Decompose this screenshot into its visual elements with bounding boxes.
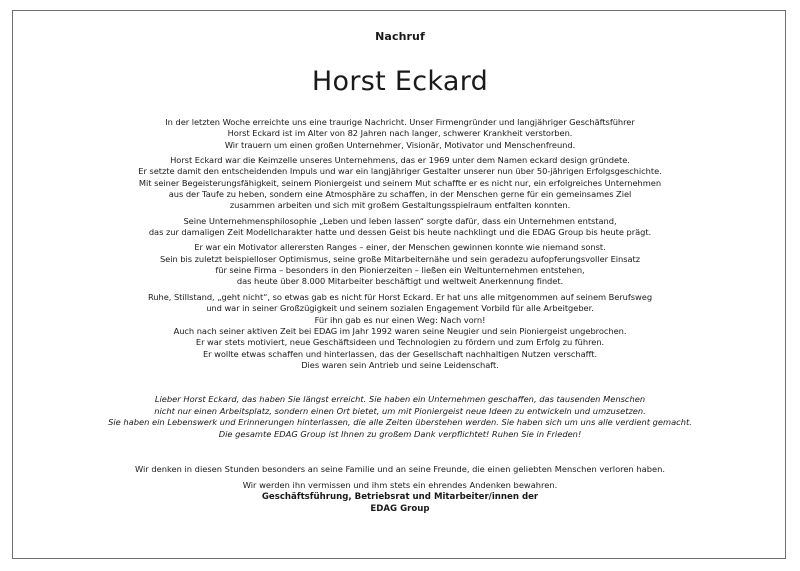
tribute-line: Sie haben ein Lebenswerk und Erinnerungen hinterlassen, die alle Zeiten überstehen werden. Sie haben sich um uns alle verdient gemacht. <box>108 417 692 427</box>
text-line: Horst Eckard ist im Alter von 82 Jahren nach langer, schwerer Krankheit verstorben. <box>227 128 573 139</box>
closing-line: Wir werden ihn vermissen und ihm stets ein ehrendes Andenken bewahren. <box>242 480 558 490</box>
text-line: Er wollte etwas schaffen und hinterlassen, das der Gesellschaft nachhaltigen Nutzen verschafft. <box>202 348 598 359</box>
text-line: Ruhe, Stillstand, „geht nicht“, so etwas gab es nicht für Horst Eckard. Er hat uns alle mitgenommen auf seinem Berufsweg <box>147 291 653 302</box>
text-line: Auch nach seiner aktiven Zeit bei EDAG im Jahr 1992 waren seine Neugier und sein Pioniergeist ungebrochen. <box>173 325 627 336</box>
text-line: Für ihn gab es nur einen Weg: Nach vorn! <box>314 314 486 325</box>
paragraph <box>0 326 800 371</box>
signature-line: Geschäftsführung, Betriebsrat und Mitarbeiter/innen der <box>261 492 539 502</box>
text-line: Er war stets motiviert, neue Geschäftsideen und Technologien zu fördern und zum Erfolg zu führen. <box>195 337 605 348</box>
text-line: Er war ein Motivator allerersten Ranges – einer, der Menschen gewinnen konnte wie niemand sonst. <box>194 242 606 253</box>
text-line: für seine Firma – besonders in den Pionierzeiten – ließen ein Weltunternehmen entstehen, <box>215 265 585 276</box>
text-line: Er setzte damit den entscheidenden Impuls und war ein langjähriger Gestalter unserer nun über 50-jährigen Erfolgsgeschichte. <box>138 166 662 177</box>
deceased-name: Horst Eckard <box>311 66 489 97</box>
signature-block <box>0 492 800 515</box>
signature-line: EDAG Group <box>370 503 430 514</box>
text-line: aus der Taufe zu heben, sondern eine Atmosphäre zu schaffen, in der Menschen gerne für ein gemeinsames Ziel <box>168 189 632 200</box>
closing-remarks <box>0 461 800 493</box>
text-line: Wir trauern um einen großen Unternehmer, Visionär, Motivator und Menschenfreund. <box>224 139 576 150</box>
paragraph <box>0 292 800 326</box>
tribute-line: Lieber Horst Eckard, das haben Sie längst erreicht. Sie haben ein Unternehmen geschaffen, das tausenden Menschen <box>154 394 646 404</box>
paragraph <box>0 216 800 239</box>
text-line: In der letzten Woche erreichte uns eine traurige Nachricht. Unser Firmengründer und langjähriger Geschäftsführer <box>165 117 635 127</box>
tribute-message <box>0 394 800 440</box>
text-line: Mit seiner Begeisterungsfähigkeit, seinem Pioniergeist und seinem Mut schaffte er es nicht nur, ein erfolgreiches Unternehmen <box>138 177 662 188</box>
paragraph <box>0 242 800 287</box>
obituary-body <box>0 117 800 371</box>
paragraph <box>0 117 800 151</box>
paragraph <box>0 155 800 212</box>
text-line: das heute über 8.000 Mitarbeiter beschäftigt und weltweit Anerkennung findet. <box>236 276 564 287</box>
notice-heading: Nachruf <box>375 30 425 43</box>
text-line: Horst Eckard war die Keimzelle unseres Unternehmens, das er 1969 unter dem Namen eckard design gründete. <box>170 155 630 166</box>
closing-line: Wir denken in diesen Stunden besonders an seine Familie und an seine Freunde, die einen geliebten Menschen verloren haben. <box>134 464 666 474</box>
text-line: Sein bis zuletzt beispielloser Optimismus, seine große Mitarbeiternähe und sein geradezu aufopferungsvoller Einsatz <box>159 253 641 264</box>
text-line: zusammen arbeiten und sich mit großem Gestaltungsspielraum entfalten konnten. <box>229 200 571 211</box>
tribute-line: Die gesamte EDAG Group ist Ihnen zu großem Dank verpflichtet! Ruhen Sie in Frieden! <box>218 428 582 439</box>
text-line: und war in seiner Großzügigkeit und seinem sozialen Engagement Vorbild für alle Arbeitgeber. <box>206 303 594 314</box>
text-line: Dies waren sein Antrieb und seine Leidenschaft. <box>301 359 499 370</box>
tribute-line: nicht nur einen Arbeitsplatz, sondern einen Ort bietet, um mit Pioniergeist neue Ideen zu entwickeln und umzusetzen. <box>154 405 646 416</box>
text-line: Seine Unternehmensphilosophie „Leben und leben lassen“ sorgte dafür, dass ein Unternehmen entstand, <box>183 215 617 226</box>
text-line: das zur damaligen Zeit Modellcharakter hatte und dessen Geist bis heute nachklingt und die EDAG Group bis heute prägt. <box>148 227 652 238</box>
